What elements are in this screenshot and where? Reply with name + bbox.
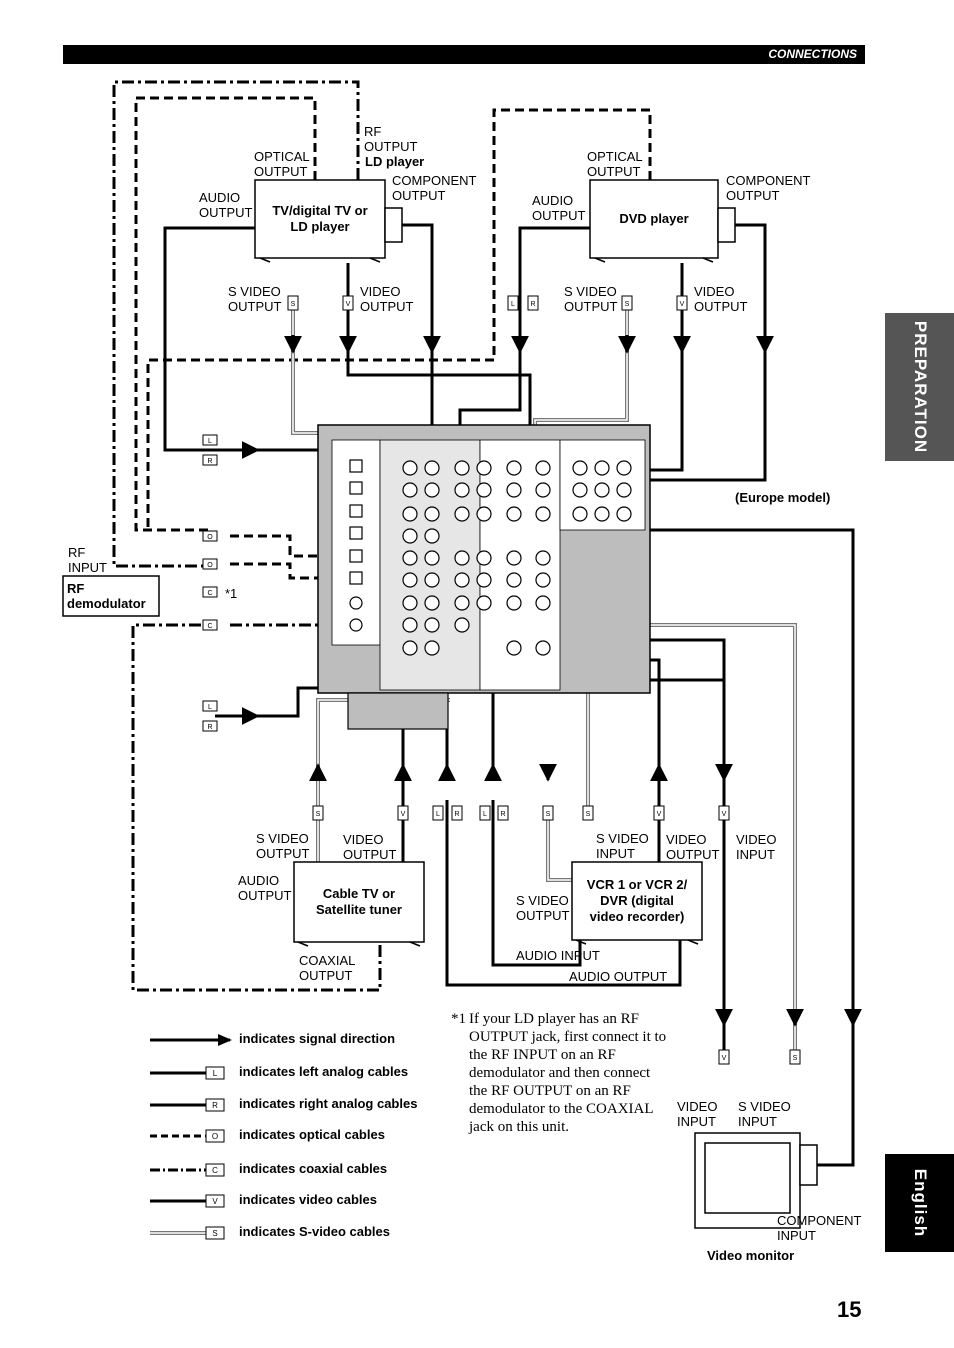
legend-svideo-text: indicates S-video cables [239, 1224, 391, 1239]
svg-text:R: R [212, 1101, 218, 1110]
receiver-rear-panel [318, 425, 650, 729]
svg-text:V: V [679, 301, 685, 308]
svg-text:O: O [207, 534, 213, 541]
svideo-vcr-out [548, 820, 572, 880]
svg-text:V: V [721, 1055, 727, 1062]
svg-text:V: V [212, 1197, 218, 1206]
audio-in-vcr [493, 800, 580, 965]
dvd-player-label: DVD player [619, 211, 689, 226]
video-input-monitor-label: VIDEO INPUT [677, 1099, 718, 1129]
svg-text:L: L [511, 301, 515, 308]
svg-text:R: R [207, 724, 213, 731]
svg-text:L: L [208, 438, 212, 445]
legend-signal-icon [150, 1030, 240, 1050]
page-number: 15 [837, 1297, 862, 1322]
svg-text:C: C [207, 623, 213, 630]
optical-output-label: OPTICAL OUTPUT [254, 149, 310, 179]
legend-right-text: indicates right analog cables [239, 1096, 418, 1111]
component-input-monitor-label: COMPONENT INPUT [777, 1213, 862, 1243]
video-output-cable-label: VIDEO OUTPUT [343, 832, 397, 862]
svg-text:S: S [290, 301, 296, 308]
legend-video-text: indicates video cables [239, 1192, 378, 1207]
legend-optical-text: indicates optical cables [239, 1127, 385, 1142]
video-input-vcr-label: VIDEO INPUT [736, 832, 777, 862]
component-output-label: COMPONENT OUTPUT [392, 173, 477, 203]
svg-text:S: S [212, 1229, 218, 1238]
tab-english-label: English [910, 1168, 930, 1238]
rf-input-label: RF INPUT [68, 545, 107, 575]
svg-text:L: L [436, 811, 440, 818]
svg-text:V: V [400, 811, 406, 818]
ld-player-label: LD player [365, 154, 425, 169]
video-output-vcr-label: VIDEO OUTPUT [666, 832, 720, 862]
svg-text:L: L [483, 811, 487, 818]
audio-cable-tv [165, 228, 320, 487]
legend-left-icon [150, 1063, 240, 1083]
svg-text:L: L [212, 1069, 218, 1078]
legend-optical-icon [150, 1126, 240, 1146]
footnote [451, 1010, 671, 1136]
optical-output-dvd-label: OPTICAL OUTPUT [587, 149, 643, 179]
s-video-output-dvd-label: S VIDEO OUTPUT [564, 284, 618, 314]
svg-text:C: C [212, 1166, 218, 1175]
legend-svideo-icon [150, 1223, 240, 1243]
svg-text:R: R [207, 458, 213, 465]
svg-text:S: S [624, 301, 630, 308]
svg-text:R: R [454, 811, 460, 818]
legend-left-text: indicates left analog cables [239, 1064, 409, 1079]
svg-text:S: S [315, 811, 321, 818]
svg-text:V: V [656, 811, 662, 818]
section-title: CONNECTIONS [768, 47, 857, 61]
audio-output-vcr-label: AUDIO OUTPUT [569, 969, 668, 984]
audio-output-cable-label: AUDIO OUTPUT [238, 873, 292, 903]
video-output-dvd-label: VIDEO OUTPUT [694, 284, 748, 314]
svg-text:L: L [208, 704, 212, 711]
footnote-number: *1 [451, 1011, 466, 1027]
rf-demodulator-label: RF demodulator [67, 581, 146, 611]
svg-text:S: S [792, 1055, 798, 1062]
s-video-output-label: S VIDEO OUTPUT [228, 284, 282, 314]
svg-text:R: R [530, 301, 536, 308]
coaxial-output-label: COAXIAL OUTPUT [299, 953, 356, 983]
video-monitor-label: Video monitor [707, 1248, 795, 1263]
s-video-output-cable-label: S VIDEO OUTPUT [256, 831, 310, 861]
rf-output-label: RF OUTPUT [364, 124, 418, 154]
legend-signal-text: indicates signal direction [239, 1031, 396, 1046]
legend-video-icon [150, 1191, 240, 1211]
s-video-input-monitor-label: S VIDEO INPUT [738, 1099, 791, 1129]
legend-coaxial-icon [150, 1160, 240, 1180]
svg-text:S: S [585, 811, 591, 818]
svg-text:V: V [721, 811, 727, 818]
footnote-text: If your LD player has an RF OUTPUT jack, first connect it to the RF INPUT on an RF demodulator and then connect the RF OUTPUT on an RF demodulator to the COAXIAL jack on this unit. [469, 1011, 667, 1135]
cable-tv-label: Cable TV or Satellite tuner [316, 886, 402, 917]
svg-text:C: C [207, 590, 213, 597]
legend-right-icon [150, 1095, 240, 1115]
audio-output-dvd-label: AUDIO OUTPUT [532, 193, 586, 223]
legend-coaxial-text: indicates coaxial cables [239, 1161, 388, 1176]
europe-model-label: (Europe model) [735, 490, 831, 505]
footnote-mark: *1 [225, 586, 238, 601]
component-output-dvd-label: COMPONENT OUTPUT [726, 173, 811, 203]
audio-input-vcr-label: AUDIO INPUT [516, 948, 600, 963]
svg-text:O: O [211, 1132, 219, 1141]
svg-text:V: V [345, 301, 351, 308]
svg-text:S: S [545, 811, 551, 818]
tv-ld-player-label: TV/digital TV or LD player [272, 203, 368, 234]
svg-text:R: R [500, 811, 506, 818]
s-video-output-vcr-label: S VIDEO OUTPUT [516, 893, 570, 923]
vcr-label: VCR 1 or VCR 2/ DVR (digital video recorder) [586, 877, 688, 924]
tab-preparation-label: PREPARATION [910, 320, 930, 454]
svg-text:O: O [207, 562, 213, 569]
audio-output-label: AUDIO OUTPUT [199, 190, 253, 220]
video-output-label: VIDEO OUTPUT [360, 284, 414, 314]
s-video-input-vcr-label: S VIDEO INPUT [596, 831, 649, 861]
